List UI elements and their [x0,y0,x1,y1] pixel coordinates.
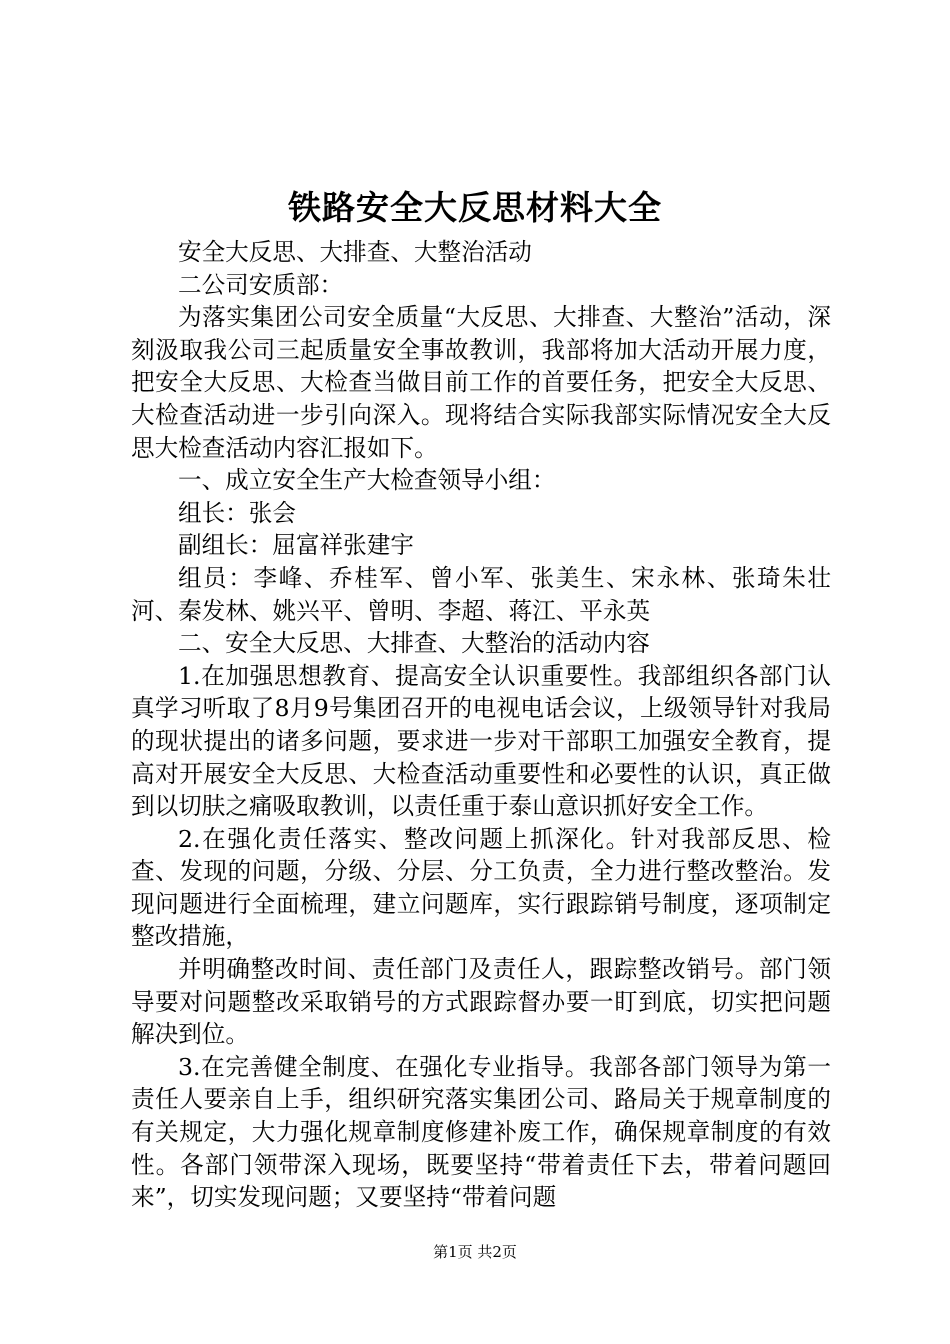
paragraph-group-members: 组员：李峰、乔桂军、曾小军、张美生、宋永林、张琦朱壮河、秦发林、姚兴平、曾明、李超、蒋江、平永英 [131,563,831,625]
paragraph-item-3: 3.在完善健全制度、在强化专业指导。我部各部门领导为第一责任人要亲自上手，组织研究落实集团公司、路局关于规章制度的有关规定，大力强化规章制度修建补废工作，确保规章制度的有效性。各部门领带深入现场，既要坚持“带着责任下去，带着问题回来”，切实发现问题；又要坚持“带着问题 [131,1052,831,1212]
document-title: 铁路安全大反思材料大全 [288,188,662,227]
paragraph-item-2-continued: 并明确整改时间、责任部门及责任人，跟踪整改销号。部门领导要对问题整改采取销号的方式跟踪督办要一盯到底，切实把问题解决到位。 [131,955,831,1049]
paragraph-recipient: 二公司安质部： [178,270,344,299]
paragraph-group-leader: 组长：张会 [178,498,296,527]
section-heading-activity-content: 二、安全大反思、大排查、大整治的活动内容 [178,629,650,658]
page-footer: 第1页 共2页 [433,1243,517,1261]
paragraph-activity-heading: 安全大反思、大排查、大整治活动 [178,238,532,266]
paragraph-item-2: 2.在强化责任落实、整改问题上抓深化。针对我部反思、检查、发现的问题，分级、分层、分工负责，全力进行整改整治。发现问题进行全面梳理，建立问题库，实行跟踪销号制度，逐项制定整改措施， [131,824,831,951]
paragraph-item-1: 1.在加强思想教育、提高安全认识重要性。我部组织各部门认真学习听取了8月9号集团召开的电视电话会议，上级领导针对我局的现状提出的诸多问题，要求进一步对干部职工加强安全教育，提高对开展安全大反思、大检查活动重要性和必要性的认识，真正做到以切肤之痛吸取教训，以责任重于泰山意识抓好安全工作。 [131,661,831,821]
paragraph-deputy-leaders: 副组长：屈富祥张建宇 [178,531,414,560]
document-body [131,236,831,1214]
paragraph-intro: 为落实集团公司安全质量“大反思、大排查、大整治”活动，深刻汲取我公司三起质量安全事故教训，我部将加大活动开展力度，把安全大反思、大检查当做目前工作的首要任务，把安全大反思、大检查活动进一步引向深入。现将结合实际我部实际情况安全大反思大检查活动内容汇报如下。 [131,303,831,462]
section-heading-leadership-group: 一、成立安全生产大检查领导小组： [178,466,556,495]
